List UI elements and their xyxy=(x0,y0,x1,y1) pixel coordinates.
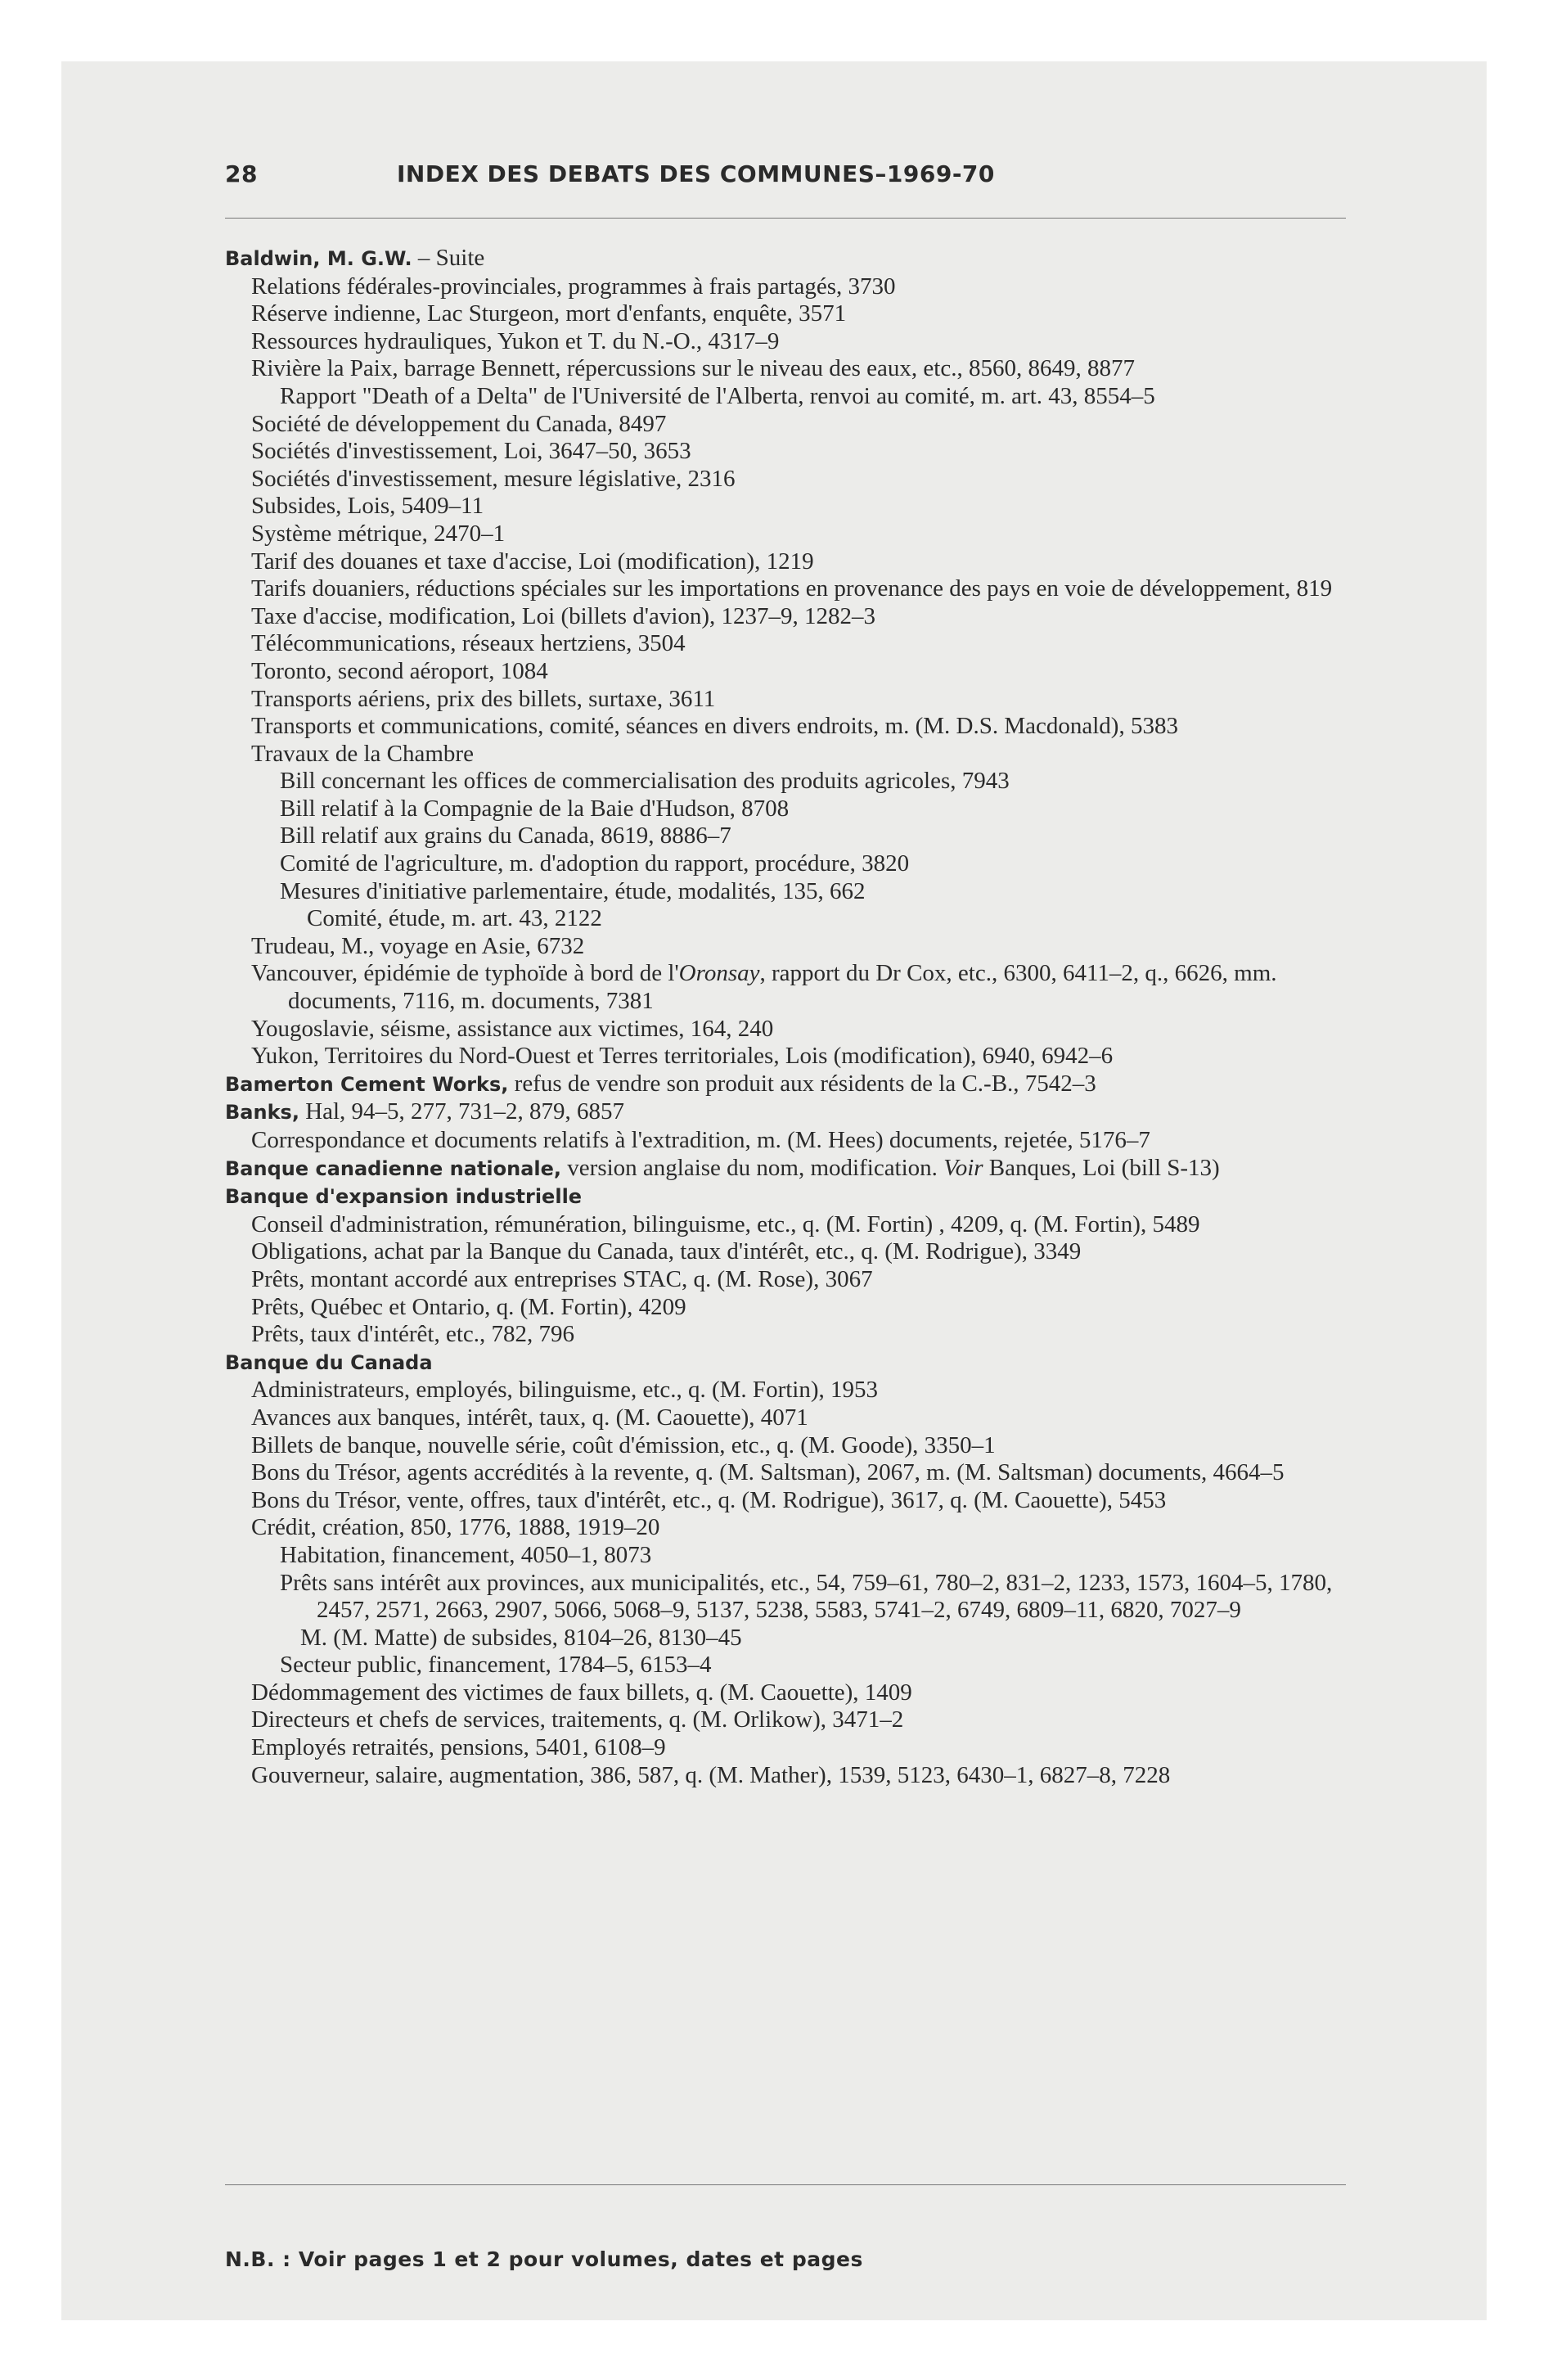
index-entry: Tarifs douaniers, réductions spéciales sur les importations en provenance des pays en voie de développement, 819 xyxy=(251,575,1333,602)
index-entry: Relations fédérales-provinciales, programmes à frais partagés, 3730 xyxy=(251,273,896,300)
index-entry: Réserve indienne, Lac Sturgeon, mort d'enfants, enquête, 3571 xyxy=(251,300,847,327)
index-subentry: Habitation, financement, 4050–1, 8073 xyxy=(280,1541,652,1568)
page-header xyxy=(225,160,1346,187)
index-entry: Société de développement du Canada, 8497 xyxy=(251,410,667,437)
index-subentry: Bill relatif aux grains du Canada, 8619, 8886–7 xyxy=(280,823,731,850)
heading-text: refus de vendre son produit aux résidents de la C.-B., 7542–3 xyxy=(508,1070,1096,1097)
index-heading-bamerton xyxy=(225,1071,1354,1099)
index-entry: Yukon, Territoires du Nord-Ouest et Terres territoriales, Lois (modification), 6940, 6942–6 xyxy=(251,1043,1114,1070)
index-heading-banque-du-canada xyxy=(225,1349,1354,1377)
heading-name: Banks, xyxy=(225,1101,299,1125)
index-entry: Ressources hydrauliques, Yukon et T. du N.-O., 4317–9 xyxy=(251,327,780,354)
index-subentry: Mesures d'initiative parlementaire, étude, modalités, 135, 662 xyxy=(280,877,866,904)
index-entry: Taxe d'accise, modification, Loi (billets d'avion), 1237–9, 1282–3 xyxy=(251,602,876,629)
index-entry: Gouverneur, salaire, augmentation, 386, 587, q. (M. Mather), 1539, 5123, 6430–1, 6827–8, 7228 xyxy=(251,1761,1171,1788)
index-entry: Dédommagement des victimes de faux billets, q. (M. Caouette), 1409 xyxy=(251,1679,912,1706)
heading-text: version anglaise du nom, modification. xyxy=(561,1154,944,1181)
index-entry: Prêts, taux d'intérêt, etc., 782, 796 xyxy=(251,1321,575,1348)
index-entry: Transports aériens, prix des billets, surtaxe, 3611 xyxy=(251,685,716,712)
index-entry: Trudeau, M., voyage en Asie, 6732 xyxy=(251,932,585,959)
index-entry xyxy=(225,960,1354,1015)
index-entry: Subsides, Lois, 5409–11 xyxy=(251,493,484,520)
index-entry: Administrateurs, employés, bilinguisme, etc., q. (M. Fortin), 1953 xyxy=(251,1377,878,1404)
cross-reference: Voir xyxy=(943,1154,983,1181)
heading-name: Banque canadienne nationale, xyxy=(225,1156,562,1180)
index-entry: Avances aux banques, intérêt, taux, q. (M. Caouette), 4071 xyxy=(251,1404,808,1431)
heading-text: Hal, 94–5, 277, 731–2, 879, 6857 xyxy=(299,1098,625,1125)
index-heading-banque-expansion-industrielle xyxy=(225,1183,1354,1211)
index-entry: Directeurs et chefs de services, traitements, q. (M. Orlikow), 3471–2 xyxy=(251,1706,904,1733)
index-entry: Obligations, achat par la Banque du Canada, taux d'intérêt, etc., q. (M. Rodrigue), 3349 xyxy=(251,1238,1082,1265)
index-entry: Télécommunications, réseaux hertziens, 3504 xyxy=(251,630,686,657)
index-entry: Conseil d'administration, rémunération, bilinguisme, etc., q. (M. Fortin) , 4209, q. (M. Fortin), 5489 xyxy=(251,1210,1200,1237)
heading-name: Bamerton Cement Works, xyxy=(225,1072,509,1096)
header-rule xyxy=(225,218,1346,219)
index-entry: Tarif des douanes et taxe d'accise, Loi (modification), 1219 xyxy=(251,548,814,575)
footer-note: N.B. : Voir pages 1 et 2 pour volumes, dates et pages xyxy=(225,2247,863,2271)
index-subentry: Comité de l'agriculture, m. d'adoption du rapport, procédure, 3820 xyxy=(280,850,910,877)
index-entry: Prêts, Québec et Ontario, q. (M. Fortin), 4209 xyxy=(251,1293,686,1320)
index-subentry: Secteur public, financement, 1784–5, 6153–4 xyxy=(280,1652,712,1679)
page-number: 28 xyxy=(225,160,258,187)
heading-name: Baldwin, M. G.W. xyxy=(225,247,412,270)
index-entry: Transports et communications, comité, séances en divers endroits, m. (M. D.S. Macdonald), 5383 xyxy=(251,713,1178,740)
index-subentry: Bill concernant les offices de commercialisation des produits agricoles, 7943 xyxy=(280,768,1010,795)
index-entry: Prêts, montant accordé aux entreprises STAC, q. (M. Rose), 3067 xyxy=(251,1265,873,1292)
index-entry: Travaux de la Chambre xyxy=(251,740,474,767)
entry-text: , rapport du Dr Cox, etc., 6300, 6411–2, q., 6626, mm. documents, 7116, m. documents, 7381 xyxy=(288,960,1277,1015)
index-entry: Toronto, second aéroport, 1084 xyxy=(251,657,548,684)
entry-text: Vancouver, épidémie de typhoïde à bord de l' xyxy=(251,960,679,987)
index-subsubentry: Comité, étude, m. art. 43, 2122 xyxy=(307,905,602,932)
index-subentry: Rapport "Death of a Delta" de l'Université de l'Alberta, renvoi au comité, m. art. 43, 8554–5 xyxy=(280,382,1155,409)
index-entry: Sociétés d'investissement, mesure législative, 2316 xyxy=(251,465,736,492)
heading-name: Banque du Canada xyxy=(225,1350,433,1374)
index-heading-baldwin xyxy=(225,245,1354,273)
ship-name: Oronsay xyxy=(678,960,760,987)
heading-name: Banque d'expansion industrielle xyxy=(225,1185,583,1209)
footer-rule xyxy=(225,2184,1346,2185)
index-heading-banks xyxy=(225,1098,1354,1127)
index-entry: Correspondance et documents relatifs à l'extradition, m. (M. Hees) documents, rejetée, 5176–7 xyxy=(251,1127,1150,1153)
index-heading-banque-canadienne-nationale xyxy=(225,1155,1354,1183)
heading-suffix: – Suite xyxy=(412,245,485,271)
index-entry: Employés retraités, pensions, 5401, 6108–9 xyxy=(251,1734,666,1761)
index-entry: Crédit, création, 850, 1776, 1888, 1919–20 xyxy=(251,1514,660,1541)
index-entry: Rivière la Paix, barrage Bennett, répercussions sur le niveau des eaux, etc., 8560, 8649, 8877 xyxy=(251,355,1135,382)
heading-text: Banques, Loi (bill S-13) xyxy=(983,1154,1220,1181)
index-subsubentry: M. (M. Matte) de subsides, 8104–26, 8130–45 xyxy=(300,1624,742,1651)
index-entry: Yougoslavie, séisme, assistance aux victimes, 164, 240 xyxy=(251,1015,774,1042)
page-title: INDEX DES DEBATS DES COMMUNES–1969-70 xyxy=(397,160,995,187)
index-subentry: Prêts sans intérêt aux provinces, aux municipalités, etc., 54, 759–61, 780–2, 831–2, 1233, 1573, 1604–5, 1780, 2457, 2571, 2663, 2907, 5066, 5068–9, 5137, 5238, 5583, 5741–2, 6749, 6809–11, 6820, 7027–9 xyxy=(280,1569,1333,1624)
index-entry: Système métrique, 2470–1 xyxy=(251,520,506,547)
index-entry: Bons du Trésor, vente, offres, taux d'intérêt, etc., q. (M. Rodrigue), 3617, q. (M. Caouette), 5453 xyxy=(251,1486,1167,1513)
index-subentry: Bill relatif à la Compagnie de la Baie d'Hudson, 8708 xyxy=(280,795,790,822)
index-entry: Sociétés d'investissement, Loi, 3647–50, 3653 xyxy=(251,438,691,465)
index-column xyxy=(225,245,1354,1789)
index-entry: Billets de banque, nouvelle série, coût d'émission, etc., q. (M. Goode), 3350–1 xyxy=(251,1431,996,1458)
index-entry: Bons du Trésor, agents accrédités à la revente, q. (M. Saltsman), 2067, m. (M. Saltsman) documents, 4664–5 xyxy=(251,1459,1285,1486)
